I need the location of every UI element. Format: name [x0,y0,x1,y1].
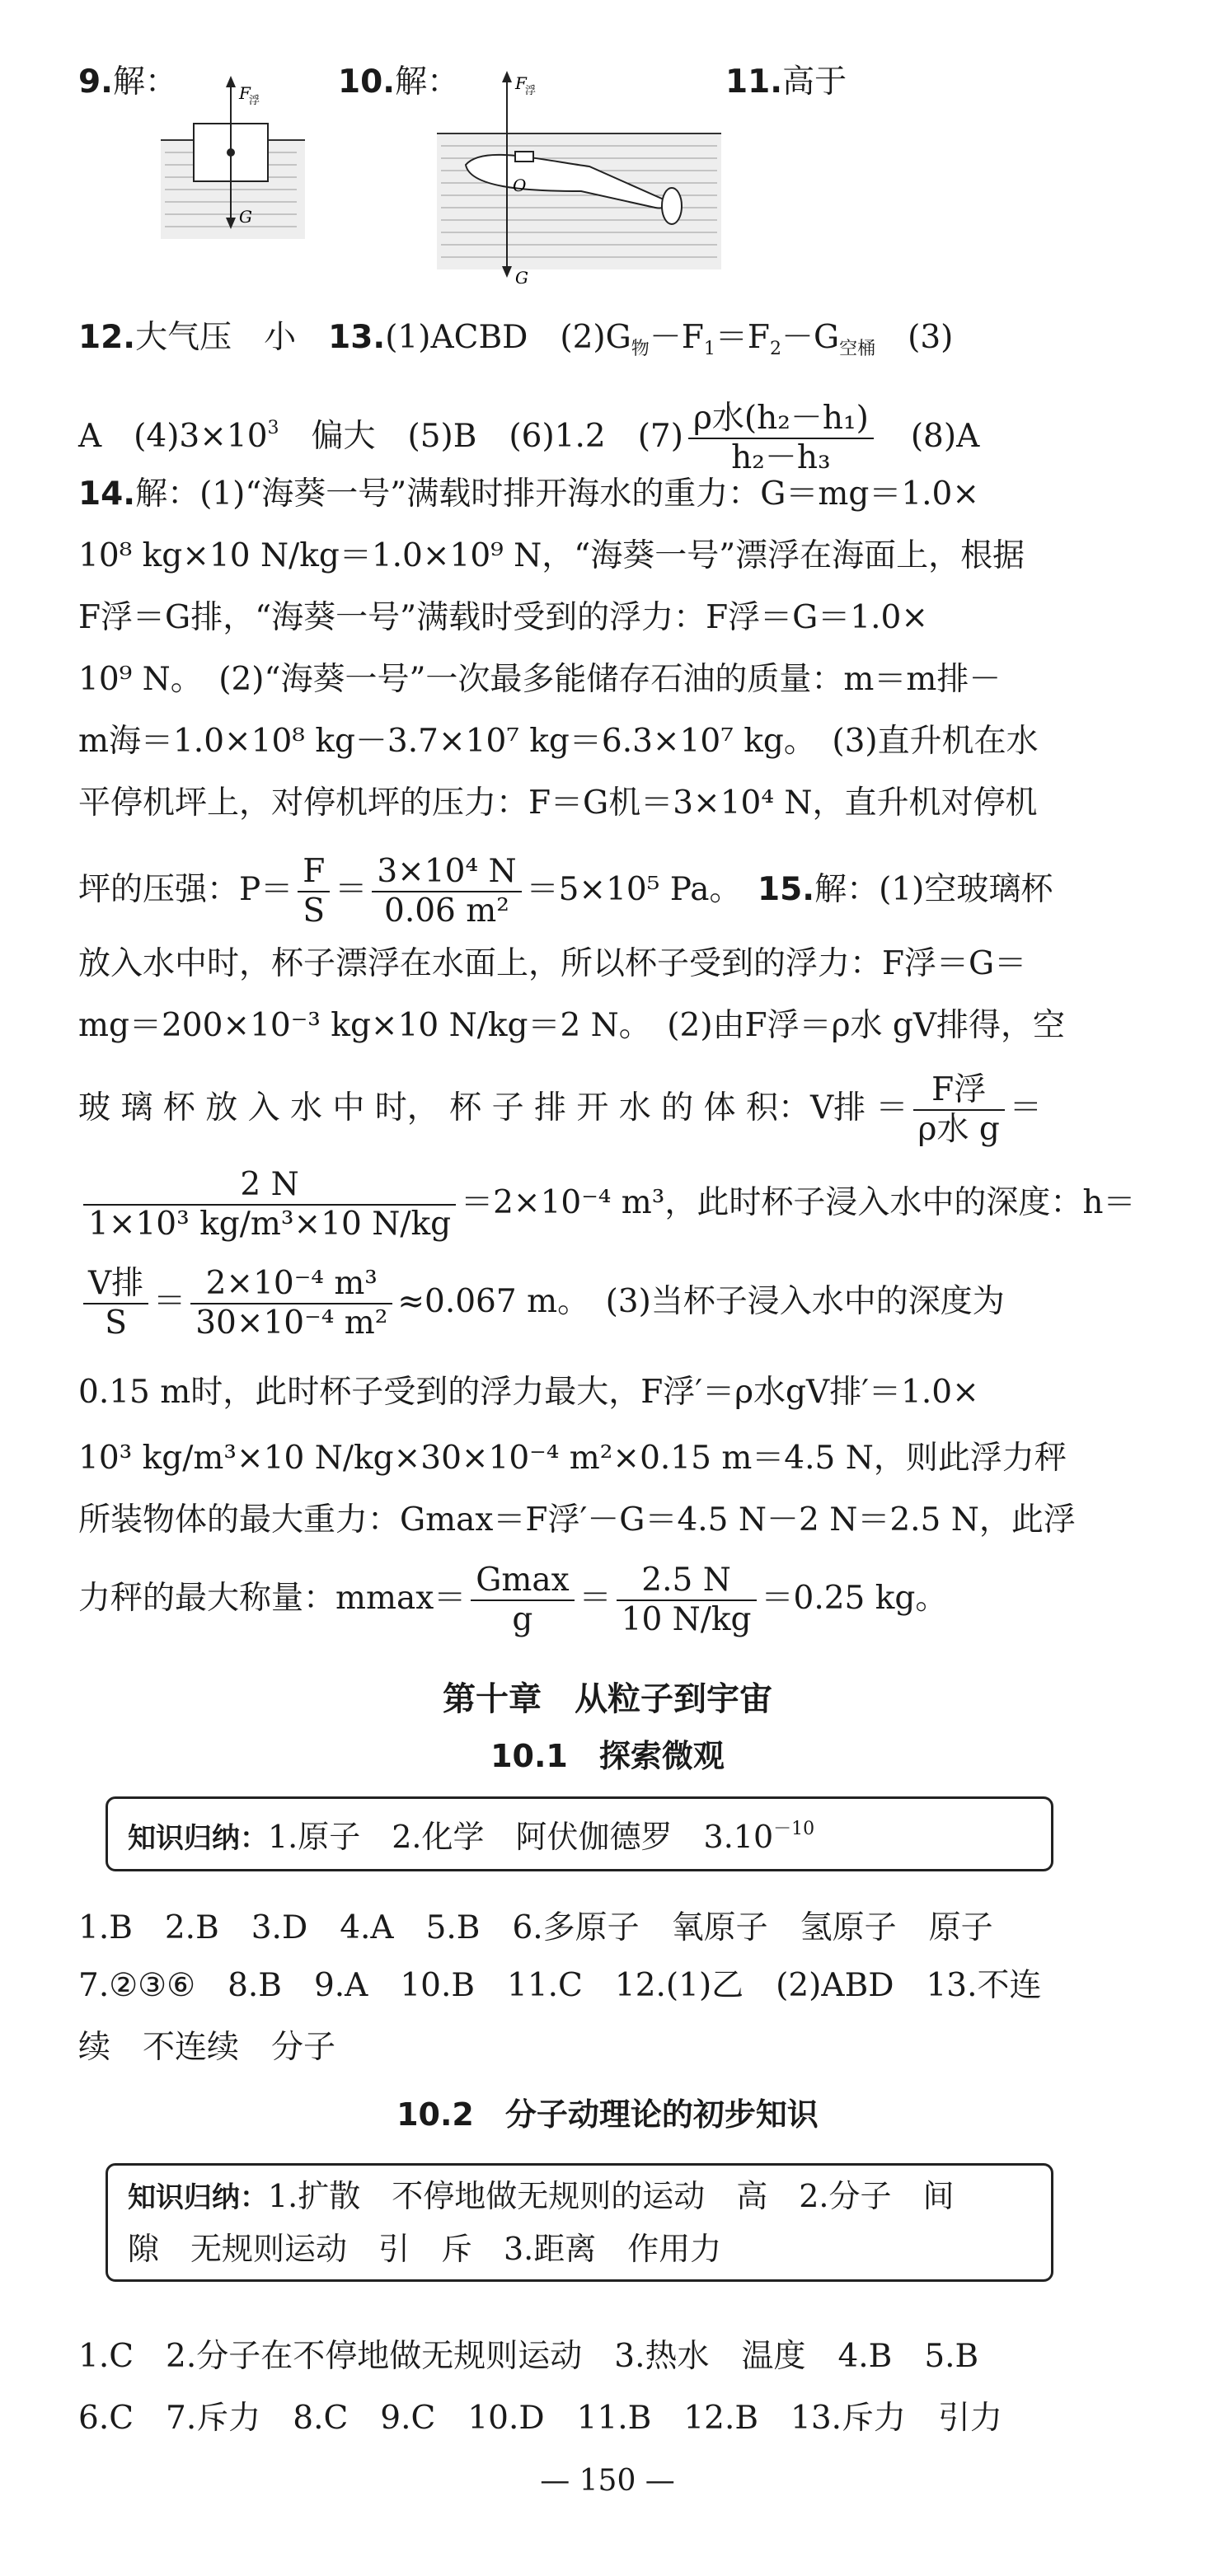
q15-frac8-num: 2.5 N [617,1562,757,1601]
q15-text5: ＝2×10⁻⁴ m³，此时杯子浸入水中的深度：h＝ [461,1184,1136,1221]
q15-line3: mg＝200×10⁻³ kg×10 N/kg＝2 N。 (2)由F浮＝ρ水 gV排得，空 [78,1007,1066,1044]
sec1-answers-3: 续 不连续 分子 [78,2029,336,2066]
q15-text6: ≈0.067 m。 (3)当杯子浸入水中的深度为 [397,1283,1005,1320]
q10-f-sub: 浮 [525,85,537,97]
q9-g-label: G [239,207,252,227]
q14-text7b: ＝5×10⁵ Pa。 [526,871,725,908]
sec2-box-label: 知识归纳： [128,2181,268,2214]
q9-label: 9. [78,63,113,101]
q12-q13-line [78,313,1142,374]
q15-frac4-num: 2 N [83,1166,456,1206]
q13-frac-den: h₂－h₃ [731,439,831,476]
q15-line8: 10³ kg/m³×10 N/kg×30×10⁻⁴ m²×0.15 m＝4.5 N，则此浮力秤 [78,1440,1067,1477]
q14-text1: 解：(1)“海葵一号”满载时排开海水的重力：G＝mg＝1.0× [135,475,980,513]
sec2-box-text1: 1.扩散 不停地做无规则的运动 高 2.分子 间 [268,2178,955,2214]
q11-line [725,58,973,107]
q10-f-label: F [515,73,527,93]
q10-g-label: G [515,268,528,288]
q15-text4a: 玻 璃 杯 放 入 水 中 时， 杯 子 排 开 水 的 体 积：V排 ＝ [78,1089,908,1126]
q14-frac1 [298,853,330,930]
q13-part1: (1)ACBD (2)G [385,319,631,356]
q10-diagram [433,68,729,298]
q9-diagram [157,74,321,264]
q9-f-sub: 浮 [249,95,260,107]
q15-frac3-den: ρ水 g [917,1111,1000,1148]
q14-frac2-den: 0.06 m² [384,892,509,930]
q11-label: 11. [725,63,783,101]
sec2-answers-2: 6.C 7.斥力 8.C 9.C 10.D 11.B 12.B 13.斥力 引力 [78,2400,1003,2437]
q9-f-label: F [239,83,251,103]
sec1-box-label: 知识归纳： [128,1822,268,1855]
q15-line9: 所装物体的最大重力：Gmax＝F浮′－G＝4.5 N－2 N＝2.5 N，此浮 [78,1501,1076,1539]
sec2-knowledge-box [106,2163,1053,2282]
q15-frac8-den: 10 N/kg [621,1601,752,1638]
q15-frac4-den: 1×10³ kg/m³×10 N/kg [88,1206,452,1243]
q13-part7: 偏大 (5)B (6)1.2 (7) [279,418,683,455]
q14-frac1-den: S [303,892,326,930]
q13-label: 13. [328,319,386,356]
q13-part6: A (4)3×10 [78,418,268,455]
section-10-2-title: 10.2 分子动理论的初步知识 [396,2096,819,2133]
chapter-title: 第十章 从粒子到宇宙 [443,1680,772,1718]
sec1-box-text: 1.原子 2.化学 阿伏伽德罗 3.10 [268,1819,774,1855]
q10-label: 10. [338,63,396,101]
q15-text10: 力秤的最大称量：mmax＝ [78,1580,467,1617]
q15-text1: 解：(1)空玻璃杯 [814,871,1053,908]
q12-label: 12. [78,319,136,356]
q13-sub-2: 2 [769,339,781,359]
q13-part8: (8)A [878,418,980,455]
q13-sub-wu: 物 [631,339,650,359]
q13-line2 [78,391,1142,476]
sec2-answers-1: 1.C 2.分子在不停地做无规则运动 3.热水 温度 4.B 5.B [78,2338,979,2375]
q14-eq: ＝ [335,871,368,908]
q15-eq1: ＝ [153,1283,186,1320]
q14-line5: m海＝1.0×10⁸ kg－3.7×10⁷ kg＝6.3×10⁷ kg。 (3)直升机在水 [78,723,1039,760]
q14-line6: 平停机坪上，对停机坪的压力：F＝G机＝3×10⁴ N，直升机对停机 [78,785,1038,822]
q15-frac3 [913,1071,1005,1149]
q14-frac2-num: 3×10⁴ N [372,853,521,892]
q15-frac5-den: S [105,1304,127,1342]
q15-frac6-num: 2×10⁻⁴ m³ [190,1265,392,1304]
q15-line6 [78,1257,1142,1347]
q15-label: 15. [758,871,815,908]
q15-line10 [78,1553,1142,1644]
q15-frac4 [83,1166,456,1244]
q10-o-label: O [513,176,527,195]
q15-text4b: ＝ [1009,1089,1042,1126]
q15-frac7-num: Gmax [471,1562,574,1601]
q13-frac-num: ρ水(h₂－h₁) [688,400,874,439]
q15-frac5 [83,1265,148,1342]
q15-frac6 [190,1265,392,1342]
q14-label: 14. [78,475,136,513]
q14-line1 [78,470,1142,519]
q13-part3: ＝F [715,319,770,356]
q15-line4 [78,1063,1142,1154]
q9-text: 解： [112,63,177,101]
sec2-box-line2: 隙 无规则运动 引 斥 3.距离 作用力 [128,2231,722,2267]
sec1-answers-2: 7.②③⑥ 8.B 9.A 10.B 11.C 12.(1)乙 (2)ABD 13.不连 [78,1967,1042,2004]
q13-part4: －G [781,319,840,356]
q14-line3: F浮＝G排，“海葵一号”满载时受到的浮力：F浮＝G＝1.0× [78,599,929,636]
q14-line2: 10⁸ kg×10 N/kg＝1.0×10⁹ N，“海葵一号”漂浮在海面上，根据 [78,537,1025,574]
q14-line7 [78,845,1142,935]
q14-line4: 10⁹ N。 (2)“海葵一号”一次最多能储存石油的质量：m＝m排－ [78,661,1002,698]
q14-frac1-num: F [298,853,330,892]
q13-sub-1: 1 [703,339,715,359]
q15-eq2: ＝ [579,1580,612,1617]
q15-line2: 放入水中时，杯子漂浮在水面上，所以杯子受到的浮力：F浮＝G＝ [78,945,1027,982]
q12-text: 大气压 小 [135,319,297,356]
sec1-knowledge-box [106,1796,1053,1871]
q13-sub-kt: 空桶 [839,339,876,359]
q15-text10b: ＝0.25 kg。 [761,1580,948,1617]
q15-frac7 [471,1562,574,1639]
sec1-box-sup: －10 [773,1819,815,1839]
q13-sup3: 3 [267,418,279,438]
q13-part5: (3) [875,319,954,356]
q15-frac3-num: F浮 [913,1071,1005,1111]
sec2-box-line1 [128,2171,1031,2223]
q13-part2: －F [649,319,704,356]
q10-text: 解： [395,63,460,101]
q15-frac7-den: g [512,1601,533,1638]
q15-frac8 [617,1562,757,1639]
q14-frac2 [372,853,521,930]
q13-fraction [688,400,874,477]
q15-line7: 0.15 m时，此时杯子受到的浮力最大，F浮′＝ρ水gV排′＝1.0× [78,1374,979,1411]
q15-frac6-den: 30×10⁻⁴ m² [195,1304,388,1342]
q14-text7a: 坪的压强：P＝ [78,871,293,908]
q15-frac5-num: V排 [83,1265,148,1304]
section-10-1-title: 10.1 探索微观 [490,1738,725,1774]
q15-line5 [78,1158,1142,1248]
page-number: — 150 — [540,2464,675,2498]
q11-text: 高于 [782,63,847,101]
sec1-answers-1: 1.B 2.B 3.D 4.A 5.B 6.多原子 氧原子 氢原子 原子 [78,1909,993,1946]
